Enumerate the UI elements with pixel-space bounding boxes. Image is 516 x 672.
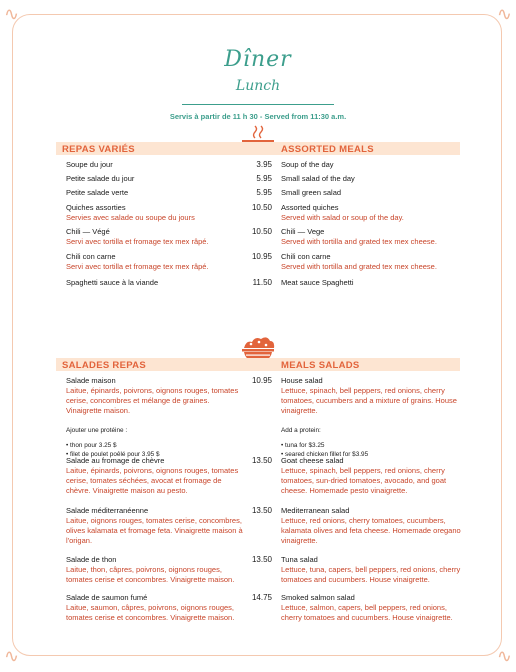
- divider: [182, 104, 334, 105]
- menu-item-price: 5.95: [256, 188, 272, 197]
- menu-subtitle: Lunch: [235, 78, 281, 94]
- protein-addon-en: Add a protein: • tuna for $3.25 • seared chicken fillet for $3.95: [281, 427, 369, 458]
- menu-item-price: 10.95: [251, 252, 272, 261]
- menu-item-price: 10.50: [251, 203, 272, 212]
- menu-item-price: 13.50: [251, 555, 272, 564]
- corner-swirl-icon: ∿: [4, 4, 20, 25]
- menu-item-fr: Quiches assorties Servies avec salade ou soupe du jours: [66, 203, 195, 222]
- section-title-en: ASSORTED MEALS: [281, 143, 374, 155]
- section-title-en: MEALS SALADS: [281, 359, 360, 371]
- section-title-fr: SALADES REPAS: [62, 359, 146, 371]
- menu-item-price: 10.50: [251, 227, 272, 236]
- menu-item-en: Small salad of the day: [281, 174, 355, 183]
- menu-item-fr: Chili — Végé Servi avec tortilla et fromage tex mex râpé.: [66, 227, 209, 246]
- menu-item-price: 13.50: [251, 506, 272, 515]
- menu-item-en: Mediterranean salad Lettuce, red onions, cherry tomatoes, cucumbers, kalamata olives and feta cheese. Homemade oregano vinaigrette.: [281, 506, 461, 545]
- menu-item-fr: Salade maison Laitue, épinards, poivrons, oignons rouges, tomates cerise, concombres et mélange de graines. Vinaigrette maison.: [66, 376, 239, 415]
- menu-item-price: 5.95: [256, 174, 272, 183]
- menu-item-en: Assorted quiches Served with salad or soup of the day.: [281, 203, 404, 222]
- menu-item-fr: Petite salade verte: [66, 188, 129, 197]
- menu-item-fr: Salade au fromage de chèvre Laitue, épinards, poivrons, oignons rouges, tomates cerise, tomates séchées, avocat et fromage de chèvre. Vinaigrette maison au pesto.: [66, 456, 239, 495]
- menu-item-en: Small green salad: [281, 188, 342, 197]
- menu-item-fr: Salade de saumon fumé Laitue, saumon, câpres, poivrons, oignons rouges, tomates cerise et concombres. Vinaigrette maison.: [66, 593, 235, 622]
- menu-item-price: 13.50: [251, 456, 272, 465]
- menu-item-price: 11.50: [252, 278, 272, 287]
- menu-item-en: Soup of the day: [281, 160, 334, 169]
- menu-item-en: Meat sauce Spaghetti: [281, 278, 354, 287]
- menu-item-fr: Salade de thon Laitue, thon, câpres, poivrons, oignons rouges, tomates cerise et concombres. Vinaigrette maison.: [66, 555, 235, 584]
- menu-item-fr: Spaghetti sauce à la viande: [66, 278, 159, 287]
- menu-item-price: 10.95: [251, 376, 272, 385]
- menu-title: Dîner: [224, 47, 292, 72]
- menu-item-fr: Salade méditerranéenne Laitue, oignons rouges, tomates cerise, concombres, olives kalamata et fromage feta. Vinaigrette maison à l'origan.: [66, 506, 243, 545]
- menu-item-fr: Soupe du jour: [66, 160, 113, 169]
- menu-item-en: Chili con carne Served with tortilla and grated tex mex cheese.: [281, 252, 437, 271]
- corner-swirl-icon: ∿: [496, 646, 512, 667]
- section-title-fr: REPAS VARIÉS: [62, 143, 135, 155]
- menu-item-fr: Chili con carne Servi avec tortilla et fromage tex mex râpé.: [66, 252, 209, 271]
- menu-item-en: Smoked salmon salad Lettuce, salmon, capers, bell peppers, red onions, cherry tomatoes and cucumbers. House vinaigrette.: [281, 593, 453, 622]
- menu-item-price: 14.75: [251, 593, 272, 602]
- menu-item-en: Chili — Vege Served with tortilla and grated tex mex cheese.: [281, 227, 437, 246]
- menu-item-en: Tuna salad Lettuce, tuna, capers, bell peppers, red onions, cherry tomatoes and cucumbers. House vinaigrette.: [281, 555, 461, 584]
- corner-swirl-icon: ∿: [496, 4, 512, 25]
- service-hours: Servis à partir de 11 h 30 - Served from 11:30 a.m.: [169, 112, 347, 121]
- menu-item-price: 3.95: [256, 160, 272, 169]
- menu-item-fr: Petite salade du jour: [66, 174, 135, 183]
- corner-swirl-icon: ∿: [4, 646, 20, 667]
- menu-item-en: House salad Lettuce, spinach, bell peppers, red onions, cherry tomatoes, cucumbers and a mixture of grains. House vinaigrette.: [281, 376, 457, 415]
- protein-addon-fr: Ajouter une protéine : • thon pour 3.25 $ • filet de poulet poêlé pour 3.95 $: [66, 427, 160, 458]
- menu-item-en: Goat cheese salad Lettuce, spinach, bell peppers, red onions, cherry tomatoes, sun-dried tomatoes, avocado, and goat cheese. Homemade pesto vinaigrette.: [281, 456, 447, 495]
